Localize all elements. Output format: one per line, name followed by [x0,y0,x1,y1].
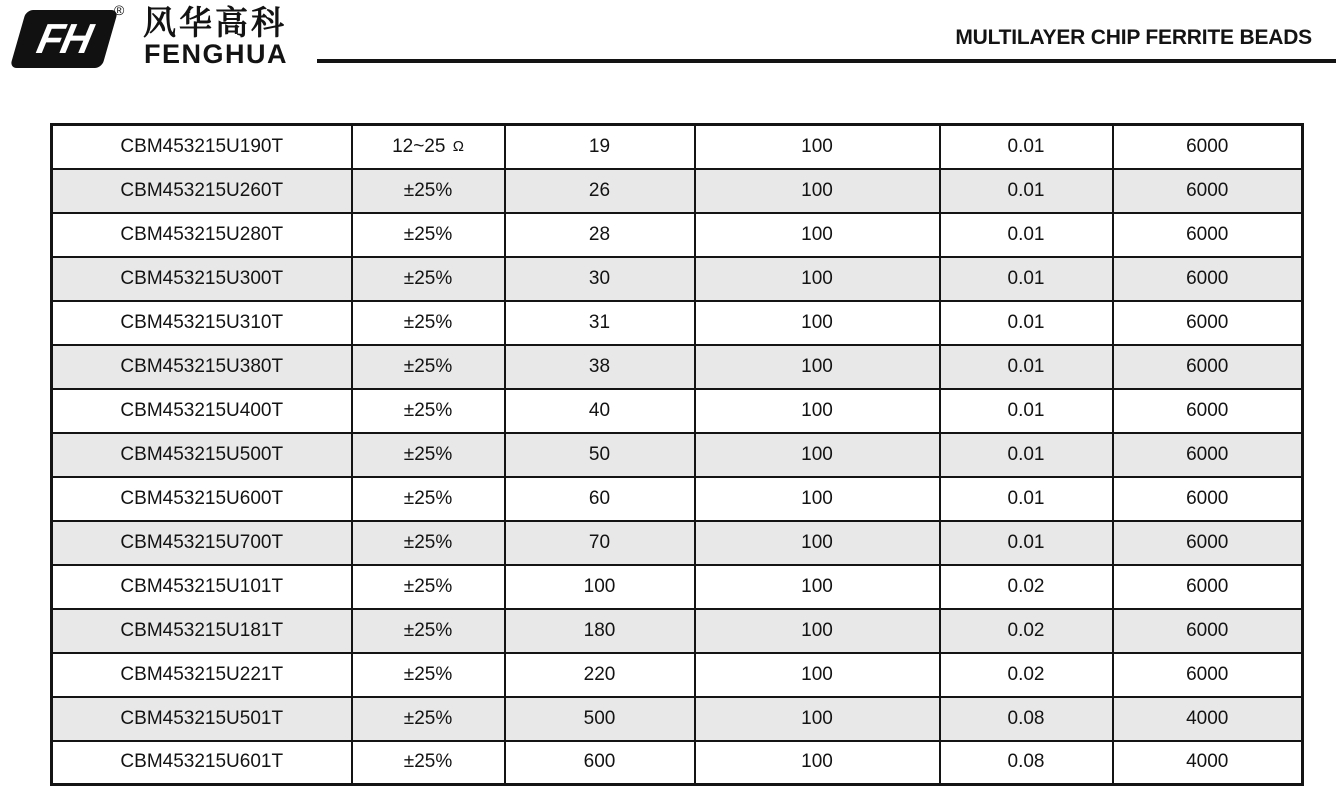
table-cell: 0.01 [940,521,1113,565]
table-cell: 6000 [1113,257,1303,301]
table-cell: 31 [505,301,695,345]
table-cell: CBM453215U221T [52,653,352,697]
table-cell: 6000 [1113,653,1303,697]
table-cell: 100 [695,565,940,609]
table-cell: ±25% [352,389,505,433]
table-row [52,213,1303,257]
table-cell: 100 [695,301,940,345]
table-cell: 12~25 Ω [352,125,505,169]
table-cell: 30 [505,257,695,301]
table-cell: 6000 [1113,521,1303,565]
table-cell: 40 [505,389,695,433]
header-divider-line [317,59,1336,63]
table-cell: 26 [505,169,695,213]
table-cell: ±25% [352,521,505,565]
table-cell: CBM453215U190T [52,125,352,169]
page-title: MULTILAYER CHIP FERRITE BEADS [955,26,1312,49]
table-cell: ±25% [352,741,505,785]
table-cell: 100 [695,477,940,521]
table-row [52,301,1303,345]
logo-fh-letters: FH [33,15,96,62]
table-cell: 0.01 [940,477,1113,521]
table-cell: 6000 [1113,169,1303,213]
table-cell: 100 [695,609,940,653]
table-cell: 19 [505,125,695,169]
table-cell: CBM453215U380T [52,345,352,389]
table-cell: ±25% [352,653,505,697]
table-row [52,345,1303,389]
table-row [52,169,1303,213]
table-cell: 100 [695,389,940,433]
table-cell: CBM453215U700T [52,521,352,565]
table-row [52,257,1303,301]
table-cell: ±25% [352,257,505,301]
table-cell: 100 [695,345,940,389]
table-cell: 60 [505,477,695,521]
table-cell: 0.08 [940,697,1113,741]
table-cell: 38 [505,345,695,389]
fenghua-logo-icon [10,10,119,68]
table-cell: CBM453215U400T [52,389,352,433]
table-cell: 100 [695,433,940,477]
table-row [52,521,1303,565]
table-cell: CBM453215U181T [52,609,352,653]
table-cell: CBM453215U300T [52,257,352,301]
brand-name-chinese: 风华高科 [143,4,287,41]
table-cell: 6000 [1113,433,1303,477]
table-cell: 6000 [1113,609,1303,653]
table-cell: 0.01 [940,257,1113,301]
table-cell: CBM453215U310T [52,301,352,345]
table-cell: 0.01 [940,125,1113,169]
table-cell: ±25% [352,213,505,257]
table-cell: 100 [695,213,940,257]
table-cell: 6000 [1113,345,1303,389]
table-cell: 600 [505,741,695,785]
table-cell: CBM453215U101T [52,565,352,609]
page-header [0,0,1342,100]
table-cell: 50 [505,433,695,477]
table-cell: 0.02 [940,653,1113,697]
registered-trademark-symbol: ® [114,2,125,18]
table-cell: ±25% [352,301,505,345]
table-cell: 6000 [1113,389,1303,433]
table-cell: 500 [505,697,695,741]
table-cell: 4000 [1113,697,1303,741]
table-row [52,433,1303,477]
table-cell: 100 [695,521,940,565]
table-cell: CBM453215U600T [52,477,352,521]
table-cell: ±25% [352,565,505,609]
table-cell: 100 [695,125,940,169]
table-cell: 28 [505,213,695,257]
table-row [52,389,1303,433]
table-cell: ±25% [352,609,505,653]
table-row [52,653,1303,697]
table-cell: 0.01 [940,389,1113,433]
table-cell: 100 [695,741,940,785]
spec-table-body [52,125,1303,785]
table-row [52,477,1303,521]
table-cell: 0.01 [940,169,1113,213]
table-cell: 0.01 [940,433,1113,477]
table-cell: 0.01 [940,213,1113,257]
table-cell: 6000 [1113,301,1303,345]
table-cell: 6000 [1113,565,1303,609]
table-row [52,565,1303,609]
table-cell: 100 [695,257,940,301]
table-cell: ±25% [352,169,505,213]
table-row [52,741,1303,785]
table-row [52,609,1303,653]
table-cell: 100 [695,169,940,213]
table-cell: 0.02 [940,565,1113,609]
table-cell: ±25% [352,697,505,741]
table-cell: 100 [695,653,940,697]
table-row [52,125,1303,169]
ferrite-beads-spec-table [50,123,1304,786]
table-cell: 0.08 [940,741,1113,785]
table-cell: CBM453215U601T [52,741,352,785]
table-cell: CBM453215U501T [52,697,352,741]
table-cell: 180 [505,609,695,653]
table-cell: 100 [695,697,940,741]
table-cell: 6000 [1113,213,1303,257]
table-cell: 70 [505,521,695,565]
table-cell: 6000 [1113,125,1303,169]
ohm-unit-symbol: Ω [452,137,464,155]
table-cell: ±25% [352,345,505,389]
table-cell: 0.02 [940,609,1113,653]
table-cell: 4000 [1113,741,1303,785]
table-cell: ±25% [352,477,505,521]
table-cell: CBM453215U280T [52,213,352,257]
table-cell: CBM453215U500T [52,433,352,477]
table-cell: CBM453215U260T [52,169,352,213]
table-cell: 6000 [1113,477,1303,521]
table-cell: 100 [505,565,695,609]
table-cell: 220 [505,653,695,697]
table-cell: 0.01 [940,301,1113,345]
table-row [52,697,1303,741]
table-cell: 0.01 [940,345,1113,389]
brand-name-english: FENGHUA [144,39,288,69]
table-cell: ±25% [352,433,505,477]
